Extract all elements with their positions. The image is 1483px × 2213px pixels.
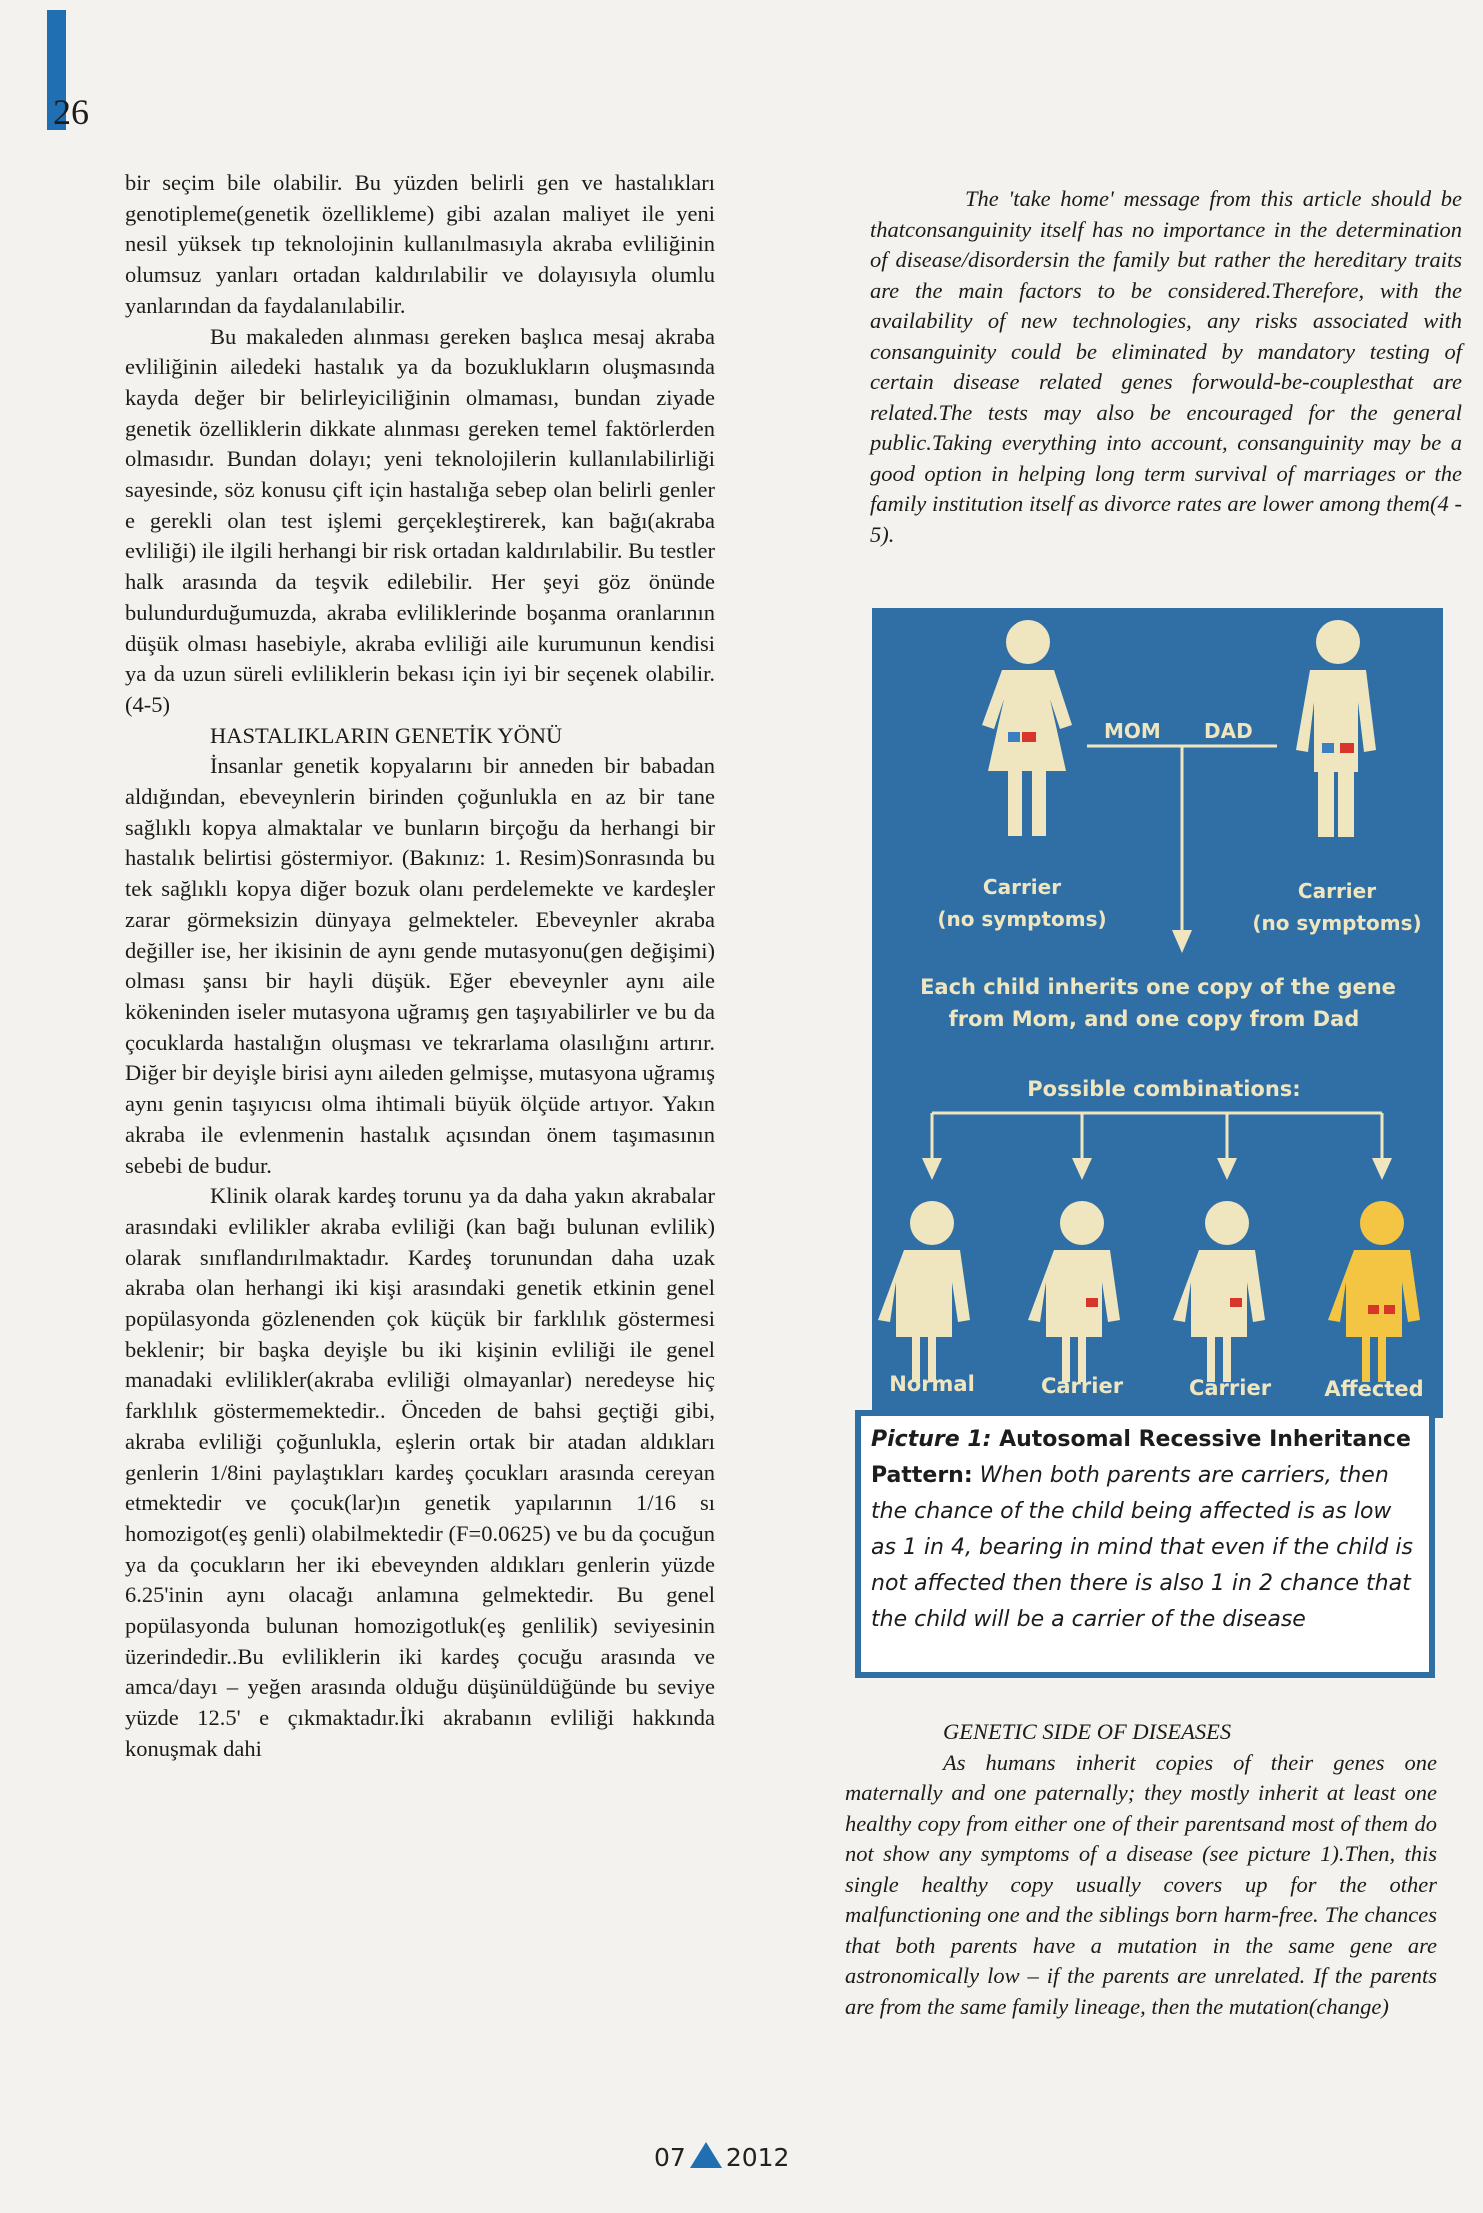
dad-label: DAD	[1204, 719, 1253, 743]
arrow-icon	[1072, 1158, 1092, 1180]
child-label-affected: Affected	[1324, 1377, 1424, 1401]
paragraph: As humans inherit copies of their genes one maternally and one paternally; they mostly inherit at least one healthy copy from either one of their parentsand most of them do not show any symptoms of a disease (see picture 1).Then, this single healthy copy usually covers up for the other malfunctioning one and the siblings born harm-free. The chances that both parents have a mutation in the same gene are astronomically low – if the parents are unrelated. If the parents are from the same family lineage, then the mutation(change)	[845, 1749, 1437, 2019]
paragraph: Klinik olarak kardeş torunu ya da daha yakın akrabalar arasındaki evlilikler akraba evliliği (kan bağı bulunan evlilik) olarak sınıflandırılmaktadır. Kardeş torunundan daha uzak akraba olan herhangi iki kişi arasındaki genetik etkinin genel popülasyonda gözlenenden çok küçük bir farklılık göstermesi beklenir; bir başka deyişle bu iki kişinin evliliği ile genel manadaki evlilikler(akraba evliliği olmayanlar) neredeyse hiç farklılık göstermemektedir.. Önceden de bahsi geçtiği gibi, akraba evliliği çoğunlukla, eşlerin ortak bir atadan aldıkları genlerin 1/8ini paylaştıkları kardeş çocukları arasında cereyan etmektedir ve çocuk(lar)ın genetik yapılarının 1/16 sı homozigot(eş genli) olabilmektedir (F=0.0625) ve bu da çocuğun ya da çocukların her iki ebeveynden aldıkları genlerin yüzde 6.25'inin aynı olacağı anlamına gelmektedir. Bu genel popülasyonda bulunan homozigotluk(eş genlilik) seviyesinin üzerindedir..Bu evliliklerin iki kardeş çocuğu arasında ve amca/dayı – yeğen arasında olduğu düşünüldüğünde bu seviye yüzde 12.5' e çıkmaktadır.İki akrabanın evliliği hakkında konuşmak dahi	[125, 1183, 715, 1761]
right-column-english-top	[870, 184, 1462, 550]
caption-title-rest: Autosomal Recessive Inheritance	[999, 1427, 1411, 1452]
arrow-icon	[1372, 1158, 1392, 1180]
figure-caption	[855, 1410, 1435, 1678]
paragraph: Bu makaleden alınması gereken başlıca mesaj akraba evliliğinin ailedeki hastalık ya da bozuklukların oluşmasında kayda değer bir belirleyiciliğinin olmaması, bundan ziyade genetik özelliklerin dikkate alınması gereken temel faktörlerden olmasıdır. Bundan dolayı; yeni teknolojilerin kullanılabilirliği sayesinde, söz konusu çift için hastalığa sebep olan belirli genler e gerekli olan test işlemi gerçekleştirerek, kan bağı(akraba evliliği) ile ilgili herhangi bir risk ortadan kaldırılabilir. Bu testler halk arasında da teşvik edilebilir. Her şeyi göz önünde bulundurduğumuzda, akraba evliliklerinde boşanma oranlarının düşük olması hasebiyle, akraba evliliği aile kurumunun kendisi ya da uzun süreli evliliklerin bekası için iyi bir seçenek olabilir.(4-5)	[125, 323, 715, 717]
gene-marker	[1008, 732, 1020, 742]
caption-title	[871, 1427, 1411, 1452]
right-column-english-bottom	[845, 1717, 1437, 2022]
page-footer	[654, 2142, 789, 2172]
footer-year: 2012	[725, 2143, 790, 2172]
mom-label: MOM	[1104, 719, 1161, 743]
inherit-line-1: Each child inherits one copy of the gene	[920, 975, 1396, 999]
combinations-label: Possible combinations:	[1027, 1077, 1301, 1101]
child-label-carrier: Carrier	[1040, 1374, 1124, 1398]
gene-marker	[1322, 743, 1334, 753]
child-label-normal: Normal	[889, 1372, 975, 1396]
paragraph: İnsanlar genetik kopyalarını bir anneden bir babadan aldığından, ebeveynlerin birinden çoğunlukla en az bir tane sağlıklı kopya almaktalar ve bunların birçoğu da herhangi bir hastalık belirtisi göstermiyor. (Bakınız: 1. Resim)Sonrasında bu tek sağlıklı kopya diğer bozuk olanı perdelemekte ve kardeşler zarar görmeksizin dünyaya gelmekteler. Ebeveynler akraba değiller ise, her ikisinin de aynı gende mutasyonu(gen değişimi) olması şansı bir hayli düşük. Eğer ebeveynler aynı aile kökeninden iseler mutasyona uğramış gen taşıyabilirler ve bu da çocuklarda hastalığın oluşması ve tekrarlama olasılığını artırır. Diğer bir deyişle birisi aynı aileden gelmişse, mutasyona uğramış aynı genin taşıyıcısı olma ihtimali büyük ölçüde artıyor. Yakın akraba ile evlenmenin hastalık açısından önem taşımasının sebebi de budur.	[125, 753, 715, 1178]
caption-title-lead: Picture 1:	[871, 1427, 992, 1452]
gene-marker	[1086, 1298, 1098, 1307]
mom-no-symptoms-label: (no symptoms)	[937, 907, 1107, 931]
paragraph: bir seçim bile olabilir. Bu yüzden belirli gen ve hastalıkları genotipleme(genetik özellikleme) gibi azalan maliyet ile yeni nesil yüksek tıp teknolojinin kullanılmasıyla akraba evliliğinin olumsuz yanları ortadan kaldırılabilir ve dolayısıyla olumlu yanlarından da faydalanılabilir.	[125, 170, 715, 318]
dad-no-symptoms-label: (no symptoms)	[1252, 911, 1422, 935]
triangle-logo-icon	[690, 2142, 722, 2168]
caption-body: When both parents are carriers, then the chance of the child being affected is as low as 1 in 4, bearing in mind that even if the child is not affected then there is also 1 in 2 chance that the child will be a carrier of the disease	[871, 1463, 1413, 1632]
paragraph: The 'take home' message from this article should be thatconsanguinity itself has no importance in the determination of disease/disordersin the family but rather the hereditary traits are the main factors to be considered.Therefore, with the availability of new technologies, any risks associated with consanguinity could be eliminated by mandatory testing of certain disease related genes forwould-be-couplesthat are related.The tests may also be encouraged for the general public.Taking everything into account, consanguinity may be a good option in helping long term survival of marriages or the family institution itself as divorce rates are lower among them(4 - 5).	[870, 186, 1462, 547]
inheritance-diagram-svg	[872, 608, 1443, 1418]
child-figure-normal	[878, 1201, 970, 1382]
section-heading: HASTALIKLARIN GENETİK YÖNÜ	[210, 722, 563, 748]
gene-marker	[1384, 1305, 1395, 1314]
arrow-icon	[1172, 930, 1192, 953]
gene-marker	[1230, 1298, 1242, 1307]
inherit-line-2: from Mom, and one copy from Dad	[948, 1007, 1360, 1031]
gene-marker	[1368, 1305, 1379, 1314]
mom-carrier-label: Carrier	[982, 875, 1062, 899]
page-number: 26	[53, 92, 89, 132]
gene-marker	[1340, 743, 1354, 753]
child-figure-carrier	[1028, 1201, 1120, 1382]
mom-figure	[982, 620, 1072, 836]
arrow-icon	[922, 1158, 942, 1180]
arrow-icon	[1217, 1158, 1237, 1180]
footer-issue: 07	[654, 2143, 686, 2172]
child-label-carrier: Carrier	[1188, 1376, 1272, 1400]
caption-pattern-lead: Pattern:	[871, 1463, 973, 1488]
gene-marker	[1022, 732, 1036, 742]
inheritance-diagram	[872, 608, 1443, 1418]
dad-carrier-label: Carrier	[1297, 879, 1377, 903]
dad-figure	[1296, 620, 1376, 837]
child-figure-affected	[1328, 1201, 1420, 1382]
left-column-turkish	[125, 168, 715, 1765]
section-heading: GENETIC SIDE OF DISEASES	[943, 1719, 1232, 1744]
child-figure-carrier	[1173, 1201, 1265, 1382]
